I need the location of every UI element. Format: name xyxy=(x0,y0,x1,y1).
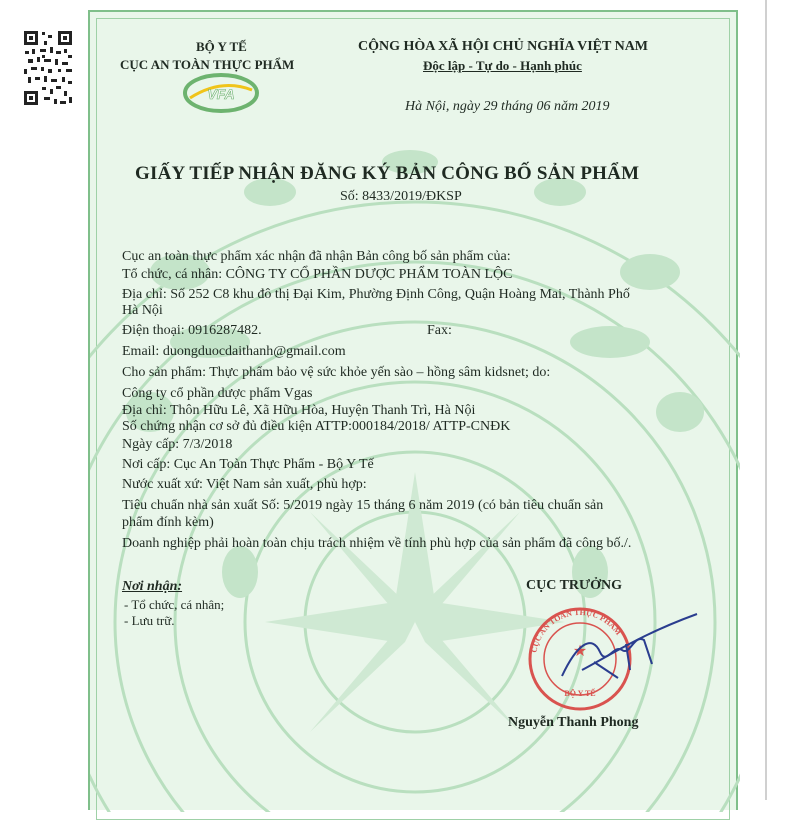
responsibility-line: Doanh nghiệp phải hoàn toàn chịu trách nhiệm về tính phù hợp của sản phẩm đã công bố./. xyxy=(122,536,632,551)
country-name: CỘNG HÒA XÃ HỘI CHỦ NGHĨA VIỆT NAM xyxy=(358,39,649,54)
email-line: Email: duongduocdaithanh@gmail.com xyxy=(122,344,346,359)
certificate-paper xyxy=(88,10,738,810)
svg-text:CỤC AN TOÀN THỰC PHẨM: CỤC AN TOÀN THỰC PHẨM xyxy=(529,607,623,654)
recipient-archive: - Lưu trữ. xyxy=(124,613,175,628)
address-line: Địa chỉ: Số 252 C8 khu đô thị Đại Kim, Phường Định Công, Quận Hoàng Mai, Thành Phố xyxy=(122,287,630,302)
certificate-issuer: Nơi cấp: Cục An Toàn Thực Phẩm - Bộ Y Tế xyxy=(122,457,374,472)
recipient-organization: - Tổ chức, cá nhân; xyxy=(124,597,225,612)
signer-name: Nguyễn Thanh Phong xyxy=(508,715,639,730)
fax-line: Fax: xyxy=(427,323,452,338)
manufacturer-line: Công ty cổ phần dược phẩm Vgas xyxy=(122,386,313,401)
document-title: GIẤY TIẾP NHẬN ĐĂNG KÝ BẢN CÔNG BỐ SẢN PHẨM xyxy=(135,163,640,184)
page-edge-line xyxy=(765,0,767,800)
official-stamp xyxy=(529,608,630,709)
director-title: CỤC TRƯỞNG xyxy=(526,578,623,593)
qr-code xyxy=(22,29,74,107)
standard-line: Tiêu chuẩn nhà sản xuất Số: 5/2019 ngày 15 tháng 6 năm 2019 (có bản tiêu chuẩn sản xyxy=(122,498,604,513)
issue-date-line: Hà Nội, ngày 29 tháng 06 năm 2019 xyxy=(405,99,610,114)
product-line: Cho sản phẩm: Thực phẩm bảo vệ sức khỏe yến sào – hồng sâm kidsnet; do: xyxy=(122,365,551,380)
svg-text:BỘ Y TẾ: BỘ Y TẾ xyxy=(564,689,596,698)
recipients-title: Nơi nhận: xyxy=(122,579,183,594)
phone-line: Điện thoại: 0916287482. xyxy=(122,323,262,338)
motto: Độc lập - Tự do - Hạnh phúc xyxy=(423,58,582,73)
agency-name: CỤC AN TOÀN THỰC PHẨM xyxy=(120,57,295,72)
origin-line: Nước xuất xứ: Việt Nam sản xuất, phù hợp: xyxy=(122,477,367,492)
logo-text: VFA xyxy=(207,86,235,102)
confirmation-text: Cục an toàn thực phẩm xác nhận đã nhận Bản công bố sản phẩm của: xyxy=(122,249,511,264)
standard-line-cont: phẩm đính kèm) xyxy=(122,515,214,530)
official-stamp-and-signature xyxy=(522,604,702,714)
manufacturer-address: Địa chỉ: Thôn Hữu Lê, Xã Hữu Hòa, Huyện Thanh Trì, Hà Nội xyxy=(122,403,476,418)
document-number: Số: 8433/2019/ĐKSP xyxy=(340,189,462,204)
ministry-name: BỘ Y TẾ xyxy=(196,39,247,54)
organization-line: Tổ chức, cá nhân: CÔNG TY CỔ PHẦN DƯỢC PHẨM TOÀN LỘC xyxy=(122,267,513,282)
vfa-logo xyxy=(182,72,260,114)
certificate-number: Số chứng nhận cơ sở đủ điều kiện ATTP:000184/2018/ ATTP-CNĐK xyxy=(122,419,511,434)
svg-text:★: ★ xyxy=(572,643,588,660)
certificate-issue-date: Ngày cấp: 7/3/2018 xyxy=(122,437,233,452)
address-line-cont: Hà Nội xyxy=(122,303,163,318)
